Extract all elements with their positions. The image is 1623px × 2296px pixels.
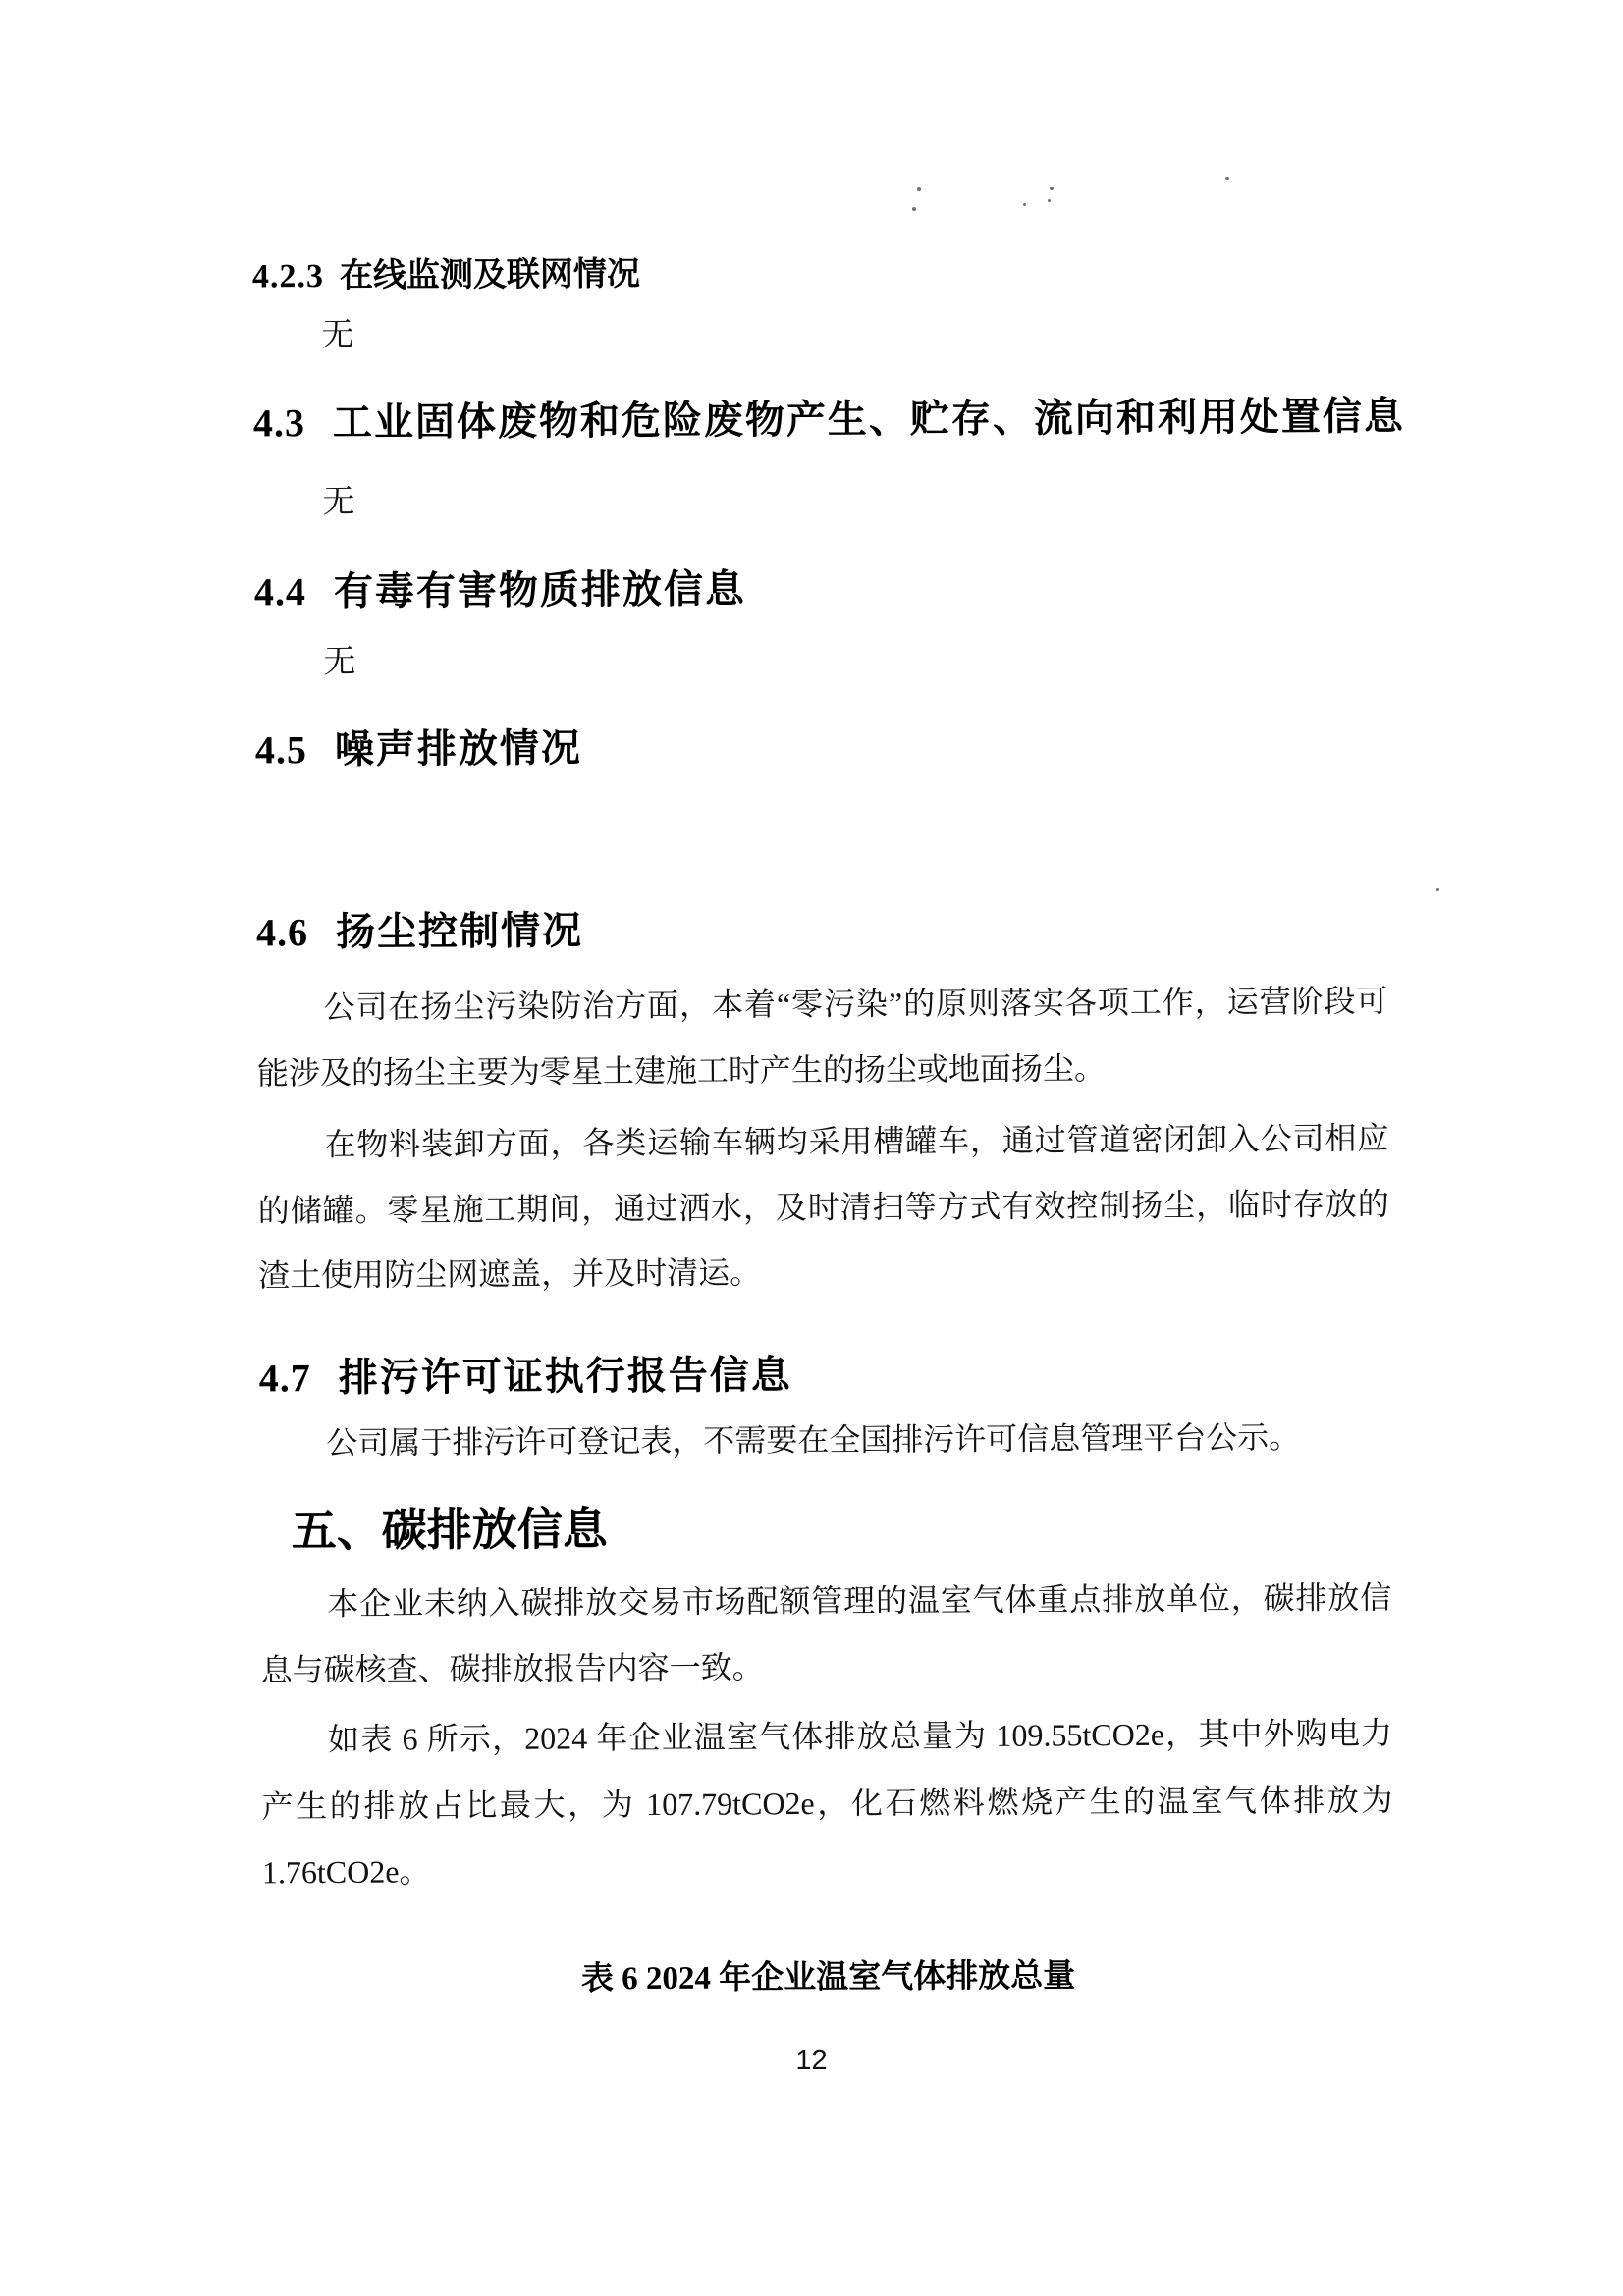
table-caption: 表 6 2024 年企业温室气体排放总量 [580,1958,1076,1998]
paragraph-line: 本企业未纳入碳排放交易市场配额管理的温室气体重点排放单位，碳排放信 [327,1579,1392,1623]
section-number: 4.2.3 [251,258,325,295]
section-content-none: 无 [321,317,354,354]
section-content-none: 无 [323,644,356,681]
section-title: 在线监测及联网情况 [339,256,641,294]
section-number: 4.5 [254,727,308,773]
paragraph-line: 能涉及的扬尘主要为零星土建施工时产生的扬尘或地面扬尘。 [256,1050,1107,1092]
section-heading-4-6 [256,894,1387,957]
paragraph-line: 在物料装卸方面，各类运输车辆均采用槽罐车，通过管道密闭卸入公司相应 [324,1120,1389,1163]
section-number: 4.6 [255,910,309,955]
section-heading-4-2-3 [252,241,1383,296]
section-heading-4-4 [254,554,1385,616]
section-heading-4-7 [259,1340,1390,1403]
paragraph-line: 公司属于排污许可登记表，不需要在全国排污许可信息管理平台公示。 [326,1418,1301,1462]
paragraph-line: 如表 6 所示，2024 年企业温室气体排放总量为 109.55tCO2e，其中外购电力 [327,1715,1393,1758]
section-number: 4.4 [253,569,307,614]
paragraph-line: 渣土使用防尘网遮盖，并及时清运。 [258,1255,762,1294]
section-title: 有毒有害物质排放信息 [333,566,747,614]
section-title: 工业固体废物和危险废物产生、贮存、流向和利用处置信息 [332,394,1406,445]
section-heading-4-3 [252,385,1406,448]
paragraph-line: 产生的排放占比最大，为 107.79tCO2e，化石燃料燃烧产生的温室气体排放为 [261,1782,1393,1825]
section-title: 噪声排放情况 [334,725,583,772]
paragraph-line: 1.76tCO2e。 [261,1853,431,1891]
paragraph-line: 公司在扬尘污染防治方面，本着“零污染”的原则落实各项工作，运营阶段可 [323,983,1388,1026]
section-number: 4.7 [258,1356,311,1401]
section-title: 扬尘控制情况 [335,908,584,954]
page-number: 12 [795,2045,828,2076]
chapter-heading-5 [292,1488,1423,1560]
chapter-number: 五、 [291,1505,382,1557]
section-content-none: 无 [322,484,355,521]
section-title: 排污许可证执行报告信息 [338,1353,792,1400]
section-number: 4.3 [252,400,306,446]
paragraph-line: 的储罐。零星施工期间，通过洒水，及时清扫等方式有效控制扬尘，临时存放的 [257,1186,1389,1229]
chapter-title: 碳排放信息 [381,1504,608,1556]
paragraph-line: 息与碳核查、碳排放报告内容一致。 [260,1649,764,1688]
section-heading-4-5 [255,712,1386,774]
